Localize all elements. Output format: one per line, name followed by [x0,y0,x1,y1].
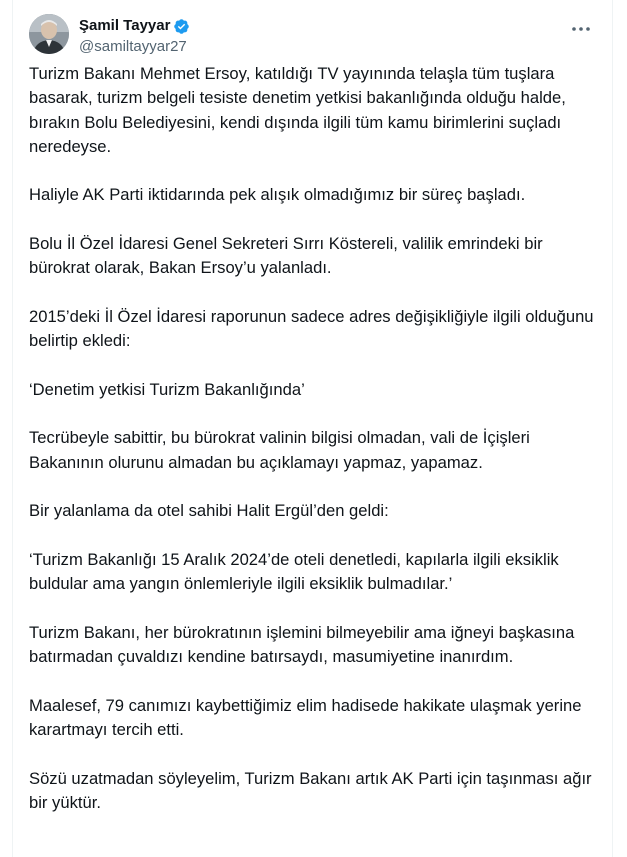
tweet-paragraph: 2015’deki İl Özel İdaresi raporunun sadece adres değişikliğiyle ilgili olduğunu belirtip ekledi: [29,306,594,351]
name-row [79,16,190,36]
tweet-paragraph: Bolu İl Özel İdaresi Genel Sekreteri Sırrı Köstereli, valilik emrindeki bir bürokrat olarak, Bakan Ersoy’u yalanladı. [29,234,543,278]
more-horizontal-icon[interactable] [564,18,598,40]
tweet-paragraph: ‘Denetim yetkisi Turizm Bakanlığında’ [29,379,305,399]
tweet-paragraph: ‘Turizm Bakanlığı 15 Aralık 2024’de oteli denetledi, kapılarla ilgili eksiklik buldular ama yangın önlemleriyle ilgili eksiklik bulmadılar.’ [29,549,559,594]
display-name[interactable]: Şamil Tayyar [79,17,171,34]
profile-photo-icon [29,14,69,54]
tweet-card [12,0,613,857]
tweet-paragraph: Turizm Bakanı, her bürokratının işlemini bilmeyebilir ama iğneyi başkasına batırmadan çuvaldızı kendine batırsaydı, masumiyetine inanırdım. [29,622,575,667]
author-info [79,16,190,57]
tweet-paragraph: Tecrübeyle sabittir, bu bürokrat valinin bilgisi olmadan, vali de İçişleri Bakanının olurunu almadan bu açıklamayı yapmaz, yapamaz. [29,428,530,472]
tweet-paragraph: Maalesef, 79 canımızı kaybettiğimiz elim hadisede hakikate ulaşmak yerine karartmayı tercih etti. [29,695,582,740]
verified-badge-icon [173,18,190,35]
avatar[interactable] [29,14,69,54]
tweet-header [29,14,598,60]
tweet-paragraph: Bir yalanlama da otel sahibi Halit Ergül’den geldi: [29,501,389,521]
tweet-paragraph: Sözü uzatmadan söyleyelim, Turizm Bakanı artık AK Parti için taşınması ağır bir yüktür. [29,768,592,812]
tweet-paragraph: Haliyle AK Parti iktidarında pek alışık olmadığımız bir süreç başladı. [29,185,526,205]
tweet-text [29,62,601,840]
tweet-paragraph: Turizm Bakanı Mehmet Ersoy, katıldığı TV yayınında telaşla tüm tuşlara basarak, turizm belgeli tesiste denetim yetkisi bakanlığında olduğu halde, bırakın Bolu Belediyesini, kendi dışında ilgili tüm kamu birimlerini suçladı neredeyse. [29,64,566,156]
user-handle[interactable]: @samiltayyar27 [79,38,187,55]
